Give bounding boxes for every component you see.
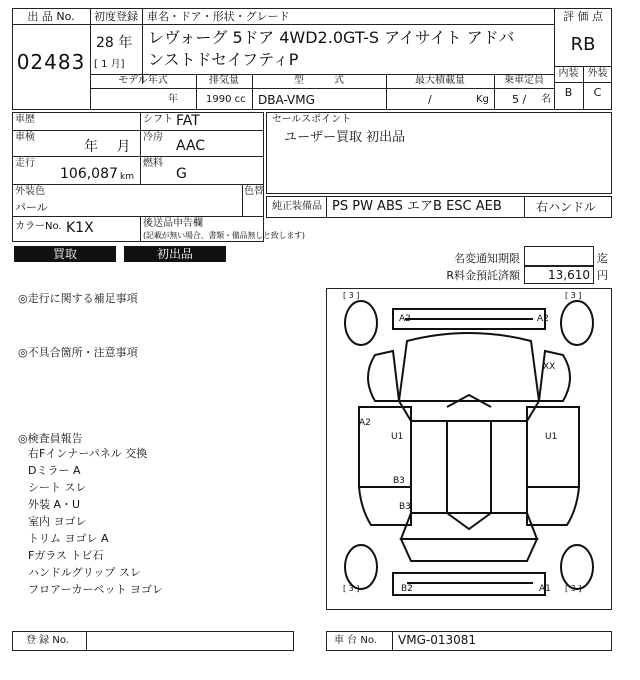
driving-notes-label: ◎走行に関する補足事項 xyxy=(18,292,138,305)
inspector-line: Fガラス トビ石 xyxy=(28,549,104,563)
damage-mark: B2 xyxy=(401,584,413,594)
inspector-line: ハンドルグリップ スレ xyxy=(28,566,141,580)
recycle-fee-label: R料金預託済額 xyxy=(446,269,520,282)
type-label: 型 式 xyxy=(294,75,344,86)
chassis-number-label: 車 台 No. xyxy=(334,635,377,646)
history-label: 車歴 xyxy=(15,114,35,125)
evaluation-score: RB xyxy=(570,34,596,55)
max-load-unit: Kg xyxy=(476,94,489,105)
damage-mark: U1 xyxy=(391,432,404,442)
inspector-report-list xyxy=(28,445,163,598)
tire-front-right: [ 3 ] xyxy=(565,291,582,300)
inspector-line: 外装 A・U xyxy=(28,498,81,512)
displacement-label: 排気量 xyxy=(209,75,239,86)
capacity: 5 / xyxy=(512,93,527,106)
first-registration-label: 初度登録 xyxy=(94,10,138,23)
damage-mark: A1 xyxy=(539,584,551,594)
tire-front-left: [ 3 ] xyxy=(343,291,360,300)
displacement: 1990 cc xyxy=(206,94,246,105)
equipment-items: PS PW ABS エアB ESC AEB xyxy=(332,199,502,214)
recycle-fee-amount: 13,610 xyxy=(548,268,590,282)
inspector-line: トリム ヨゴレ A xyxy=(28,532,109,546)
inspector-line: 右Fインナーパネル 交換 xyxy=(28,447,148,460)
color-number-label: カラーNo. xyxy=(15,221,62,232)
inspector-line: 室内 ヨゴレ xyxy=(28,515,87,529)
inspector-line: シート スレ xyxy=(28,481,87,495)
tag-first-listing: 初出品 xyxy=(124,246,226,262)
fuel-value: G xyxy=(176,166,187,182)
documents-label: 後送品申告欄 xyxy=(143,218,203,229)
capacity-unit: 名 xyxy=(541,94,551,105)
evaluation-label: 評 価 点 xyxy=(563,10,603,23)
sales-point-text: ユーザー買取 初出品 xyxy=(284,130,406,145)
sales-point-label: セールスポイント xyxy=(272,114,352,125)
equipment-label: 純正装備品 xyxy=(272,201,322,212)
inspector-line: Dミラー A xyxy=(28,464,81,478)
inspection-label: 車検 xyxy=(15,132,35,143)
recolor-label: 色替 xyxy=(244,186,264,197)
fuel-label: 燃料 xyxy=(143,158,163,169)
vehicle-type: DBA-VMG xyxy=(258,93,315,107)
max-load-label: 最大積載量 xyxy=(415,75,465,86)
vehicle-name-line1: レヴォーグ 5ドア 4WD2.0GT-S アイサイト アドバ xyxy=(148,28,515,47)
first-registration-month: [ 1 月] xyxy=(94,59,125,70)
lot-number-label: 出 品 No. xyxy=(27,10,75,23)
inspector-report-label: ◎検査員報告 xyxy=(18,432,83,445)
damage-mark: XX xyxy=(543,362,556,372)
chassis-number: VMG-013081 xyxy=(398,633,476,647)
exterior-color-label: 外装色 xyxy=(15,186,45,197)
defects-notes-label: ◎不具合箇所・注意事項 xyxy=(18,346,138,359)
exterior-score: C xyxy=(593,86,602,99)
mileage-value: 106,087 xyxy=(60,166,118,182)
rename-deadline-value xyxy=(524,246,594,266)
model-year-label: モデル年式 xyxy=(118,75,168,86)
damage-mark: U1 xyxy=(545,432,558,442)
rename-deadline-suffix: 迄 xyxy=(597,252,608,265)
inspection-value: 年 月 xyxy=(84,139,131,155)
capacity-label: 乗車定員 xyxy=(504,75,544,86)
documents-note: (記載が無い場合、書類・備品無しと致します) xyxy=(143,231,305,240)
steering-side: 右ハンドル xyxy=(536,200,597,214)
color-number: K1X xyxy=(66,220,94,236)
exterior-color-value: パール xyxy=(15,201,48,214)
interior-label: 内装 xyxy=(558,68,579,79)
damage-mark: B3 xyxy=(393,476,405,486)
ac-label: 冷房 xyxy=(143,132,163,143)
damage-mark: A2 xyxy=(399,314,411,324)
mileage-label: 走行 xyxy=(15,158,35,169)
damage-diagram xyxy=(326,288,612,610)
tire-rear-left: [ 3 ] xyxy=(343,584,360,593)
registration-number-label: 登 録 No. xyxy=(26,635,69,646)
recycle-fee-unit: 円 xyxy=(597,269,608,282)
damage-mark: A2 xyxy=(537,314,549,324)
exterior-label: 外装 xyxy=(587,68,608,79)
car-outline-diagram xyxy=(327,289,611,609)
shift-label: シフト xyxy=(143,114,173,125)
damage-mark: A2 xyxy=(359,418,371,428)
shift-value: FAT xyxy=(176,113,200,129)
inspector-line: フロアーカーペット ヨゴレ xyxy=(28,583,163,597)
tire-rear-right: [ 3 ] xyxy=(565,584,582,593)
tag-purchase: 買取 xyxy=(14,246,116,262)
max-load: / xyxy=(428,93,432,106)
model-year: 年 xyxy=(168,94,178,105)
vehicle-name-line2: ンストドセイフティP xyxy=(148,50,299,69)
vehicle-name-label: 車名・ドア・形状・グレード xyxy=(147,10,290,23)
mileage-unit: km xyxy=(120,172,134,182)
interior-score: B xyxy=(564,86,573,99)
rename-deadline-label: 名変通知期限 xyxy=(454,252,520,265)
lot-number: 02483 xyxy=(16,50,86,74)
damage-mark: B3 xyxy=(399,502,411,512)
first-registration-year: 28 年 xyxy=(96,35,133,51)
ac-value: AAC xyxy=(176,138,206,154)
